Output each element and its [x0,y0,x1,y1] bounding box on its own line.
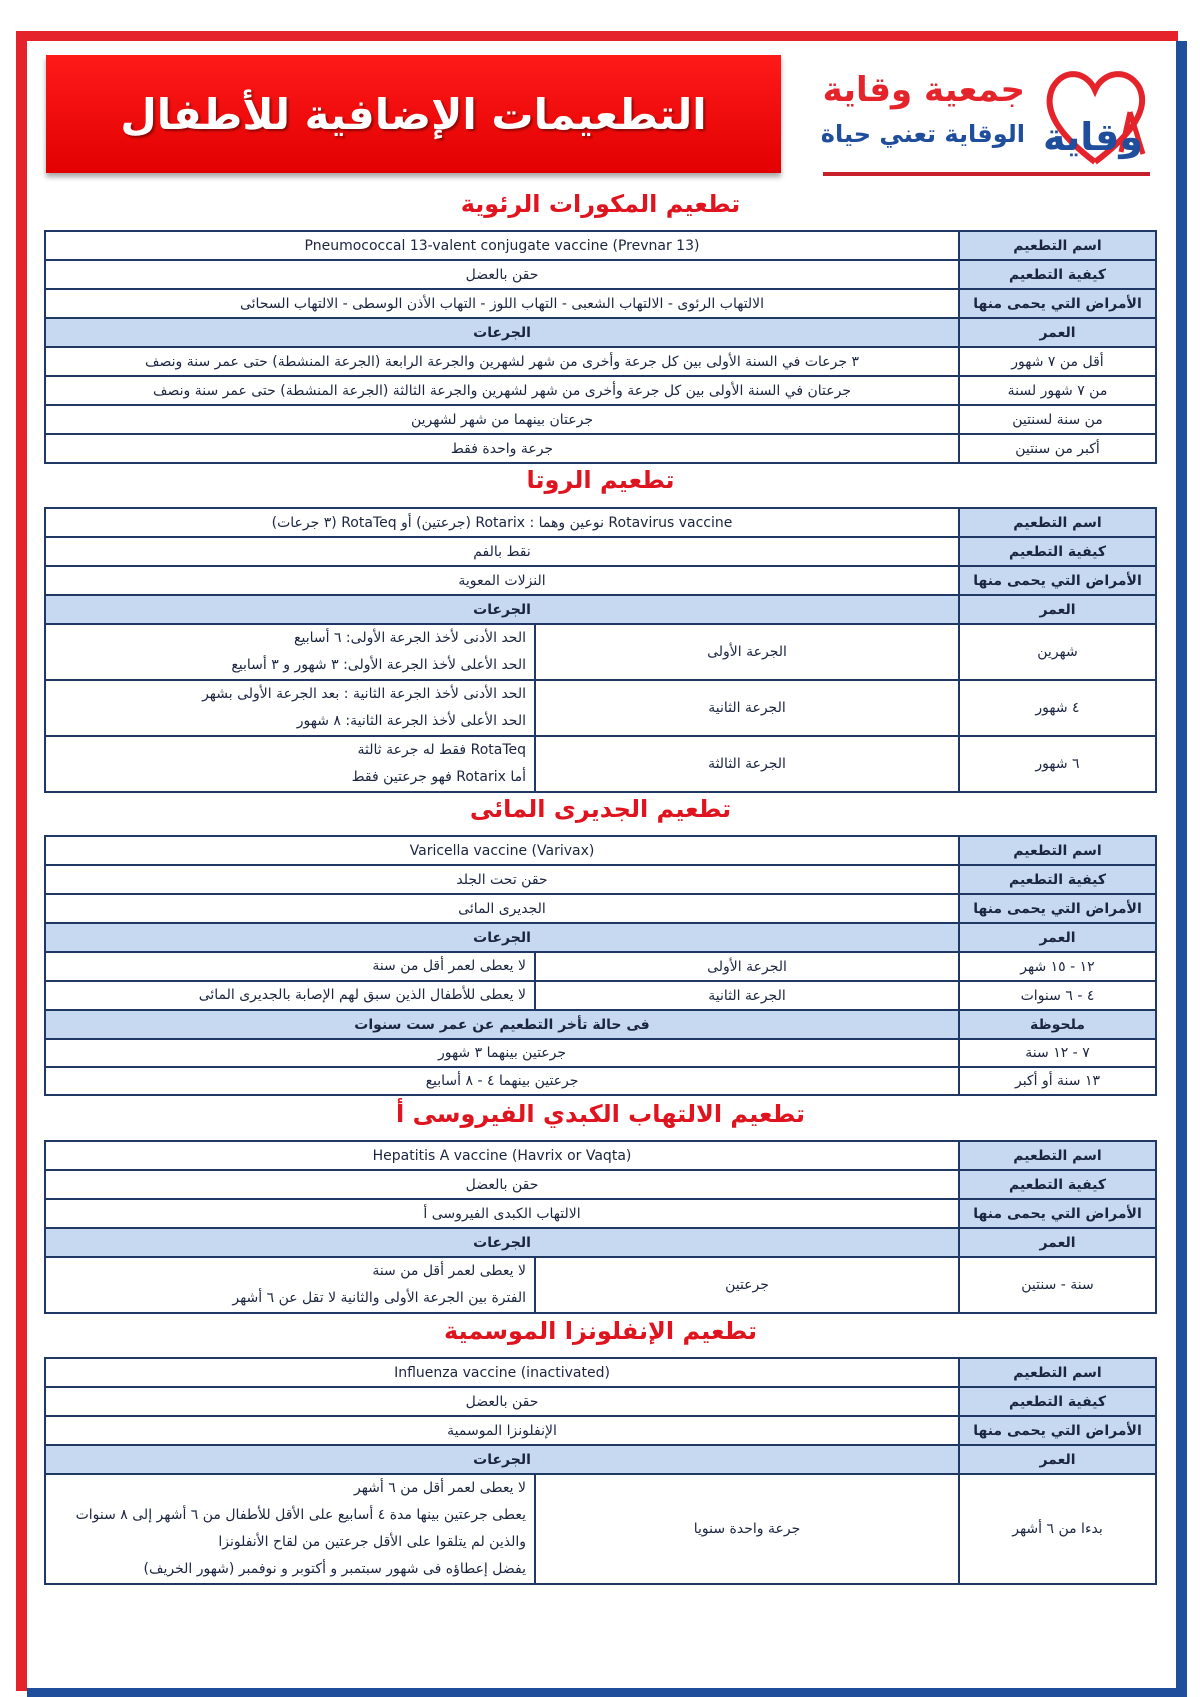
dose-cell: الجرعة الأولى [535,952,959,981]
value-cell: جرعتين بينهما ٤ - ٨ أسابيع [45,1067,959,1095]
header-cell: الجرعات [45,923,959,952]
notes-cell [45,1257,535,1313]
table-row [45,376,1156,405]
vaccine-table [44,1140,1157,1314]
frame-border-right [1176,41,1187,1697]
value-cell: الجديرى المائى [45,894,959,923]
note-line: يفضل إعطاؤه فى شهور سبتمبر و أكتوبر و نوفمبر (شهور الخريف) [143,1561,526,1577]
dose-cell: الجرعة الثانية [535,981,959,1010]
header-cell: الجرعات [45,1445,959,1474]
age-cell: من ٧ شهور لسنة [959,376,1156,405]
label-cell: الأمراض التي يحمى منها [959,566,1156,595]
label-cell: اسم التطعيم [959,836,1156,865]
table-row [45,405,1156,434]
table-row [45,736,1156,792]
label-cell: كيفية التطعيم [959,865,1156,894]
value-cell: حقن بالعضل [45,260,959,289]
value-cell: Pneumococcal 13-valent conjugate vaccine (Prevnar 13) [45,231,959,260]
table-row [45,952,1156,981]
note-line: لا يعطى للأطفال الذين سبق لهم الإصابة بالجديرى المائى [198,987,526,1003]
table-row [45,289,1156,318]
label-cell: كيفية التطعيم [959,260,1156,289]
table-row [45,595,1156,624]
label-cell: اسم التطعيم [959,508,1156,537]
table-row [45,1141,1156,1170]
label-cell: اسم التطعيم [959,231,1156,260]
heart-logo-icon [1035,62,1155,174]
note-line: والذين لم يتلقوا على الأقل جرعتين من لقاح الأنفلونزا [218,1534,526,1550]
age-cell: شهرين [959,624,1156,680]
table-row [45,894,1156,923]
label-cell: العمر [959,1445,1156,1474]
value-cell: حقن بالعضل [45,1387,959,1416]
table-row [45,260,1156,289]
section-title: تطعيم الروتا [526,466,675,494]
note-line: لا يعطى لعمر أقل من ٦ أشهر [354,1480,526,1496]
dose-cell: الجرعة الأولى [535,624,959,680]
table-row [45,1199,1156,1228]
section-title: تطعيم الجديرى المائى [469,795,732,823]
dose-cell: الجرعة الثانية [535,680,959,736]
header-cell: الجرعات [45,318,959,347]
value-cell: النزلات المعوية [45,566,959,595]
section-title: تطعيم الالتهاب الكبدي الفيروسى أ [396,1100,805,1128]
section-title: تطعيم المكورات الرئوية [460,190,741,218]
table-row [45,434,1156,463]
age-cell: بدءا من ٦ أشهر [959,1474,1156,1584]
value-cell: ٣ جرعات في السنة الأولى بين كل جرعة وأخرى من شهر لشهرين والجرعة الرابعة (الجرعة المنشطة) حتى عمر سنة ونصف [45,347,959,376]
frame-border-top [16,31,1178,41]
note-line: الفترة بين الجرعة الأولى والثانية لا تقل عن ٦ أشهر [232,1290,526,1306]
table-row [45,865,1156,894]
dose-cell: الجرعة الثالثة [535,736,959,792]
header-cell: فى حالة تأخر التطعيم عن عمر ست سنوات [45,1010,959,1039]
value-cell: جرعتين بينهما ٣ شهور [45,1039,959,1067]
table-row [45,1228,1156,1257]
age-cell: ٤ شهور [959,680,1156,736]
table-row [45,836,1156,865]
org-logo [815,62,1155,180]
table-row [45,1039,1156,1067]
vaccine-table [44,1357,1157,1585]
table-row [45,981,1156,1010]
value-cell: حقن بالعضل [45,1170,959,1199]
note-line: الحد الأعلى لأخذ الجرعة الأولى: ٣ شهور و ٣ أسابيع [231,657,526,673]
table-row [45,1445,1156,1474]
note-line: لا يعطى لعمر أقل من سنة [372,958,526,974]
value-cell: الالتهاب الرئوى - الالتهاب الشعبى - التهاب اللوز - التهاب الأذن الوسطى - الالتهاب السحائى [45,289,959,318]
label-cell: كيفية التطعيم [959,1170,1156,1199]
age-cell: أكبر من سنتين [959,434,1156,463]
note-line: يعطى جرعتين بينها مدة ٤ أسابيع على الأقل للأطفال من ٦ أشهر إلى ٨ سنوات [75,1507,526,1523]
section-title: تطعيم الإنفلونزا الموسمية [443,1317,758,1345]
value-cell: Varicella vaccine (Varivax) [45,836,959,865]
label-cell: العمر [959,923,1156,952]
label-cell: الأمراض التي يحمى منها [959,1416,1156,1445]
age-cell: ١٣ سنة أو أكبر [959,1067,1156,1095]
frame-border-bottom [27,1688,1187,1697]
table-row [45,1358,1156,1387]
age-cell: سنة - سنتين [959,1257,1156,1313]
header-cell: الجرعات [45,1228,959,1257]
table-row [45,1170,1156,1199]
logo-text: وقاية [1042,115,1144,159]
label-cell: الأمراض التي يحمى منها [959,1199,1156,1228]
label-cell: ملحوظة [959,1010,1156,1039]
table-row [45,537,1156,566]
age-cell: ٦ شهور [959,736,1156,792]
label-cell: العمر [959,595,1156,624]
value-cell: جرعة واحدة فقط [45,434,959,463]
label-cell: اسم التطعيم [959,1358,1156,1387]
label-cell: كيفية التطعيم [959,537,1156,566]
vaccine-table [44,230,1157,464]
age-cell: ٧ - ١٢ سنة [959,1039,1156,1067]
notes-cell [45,952,535,981]
table-row [45,1474,1156,1584]
table-row [45,508,1156,537]
table-row [45,318,1156,347]
value-cell: Hepatitis A vaccine (Havrix or Vaqta) [45,1141,959,1170]
value-cell: نقط بالفم [45,537,959,566]
label-cell: كيفية التطعيم [959,1387,1156,1416]
notes-cell [45,680,535,736]
notes-cell [45,1474,535,1584]
value-cell: الالتهاب الكبدى الفيروسى أ [45,1199,959,1228]
vaccine-table [44,835,1157,1096]
value-cell: حقن تحت الجلد [45,865,959,894]
table-row [45,923,1156,952]
table-row [45,231,1156,260]
table-row [45,566,1156,595]
table-row [45,624,1156,680]
notes-cell [45,736,535,792]
note-line: أما Rotarix فهو جرعتين فقط [351,769,526,785]
label-cell: العمر [959,1228,1156,1257]
table-row [45,680,1156,736]
value-cell: جرعتان في السنة الأولى بين كل جرعة وأخرى من شهر لشهرين والجرعة الثالثة (الجرعة المنشطة) حتى عمر سنة ونصف [45,376,959,405]
table-row [45,1067,1156,1095]
logo-underline [823,172,1150,176]
frame-border-left [16,31,27,1691]
page-title: التطعيمات الإضافية للأطفال [120,89,707,139]
notes-cell [45,981,535,1010]
age-cell: ١٢ - ١٥ شهر [959,952,1156,981]
org-name: جمعية وقاية [822,70,1025,110]
age-cell: من سنة لسنتين [959,405,1156,434]
note-line: الحد الأدنى لأخذ الجرعة الأولى: ٦ أسابيع [294,630,526,646]
notes-cell [45,624,535,680]
note-line: لا يعطى لعمر أقل من سنة [372,1263,526,1279]
table-row [45,1257,1156,1313]
value-cell: Rotavirus vaccine نوعين وهما : Rotarix (جرعتين) أو RotaTeq (٣ جرعات) [45,508,959,537]
label-cell: اسم التطعيم [959,1141,1156,1170]
dose-cell: جرعتين [535,1257,959,1313]
label-cell: الأمراض التي يحمى منها [959,289,1156,318]
table-row [45,1416,1156,1445]
label-cell: الأمراض التي يحمى منها [959,894,1156,923]
org-tagline: الوقاية تعني حياة [820,120,1025,148]
note-line: الحد الأعلى لأخذ الجرعة الثانية: ٨ شهور [296,713,526,729]
value-cell: Influenza vaccine (inactivated) [45,1358,959,1387]
note-line: الحد الأدنى لأخذ الجرعة الثانية : بعد الجرعة الأولى بشهر [202,686,526,702]
table-row [45,1010,1156,1039]
table-row [45,1387,1156,1416]
title-banner [46,55,781,173]
value-cell: جرعتان بينهما من شهر لشهرين [45,405,959,434]
age-cell: ٤ - ٦ سنوات [959,981,1156,1010]
dose-cell: جرعة واحدة سنويا [535,1474,959,1584]
value-cell: الإنفلونزا الموسمية [45,1416,959,1445]
age-cell: أقل من ٧ شهور [959,347,1156,376]
header-cell: الجرعات [45,595,959,624]
note-line: RotaTeq فقط له جرعة ثالثة [357,742,526,758]
table-row [45,347,1156,376]
label-cell: العمر [959,318,1156,347]
vaccine-table [44,507,1157,793]
